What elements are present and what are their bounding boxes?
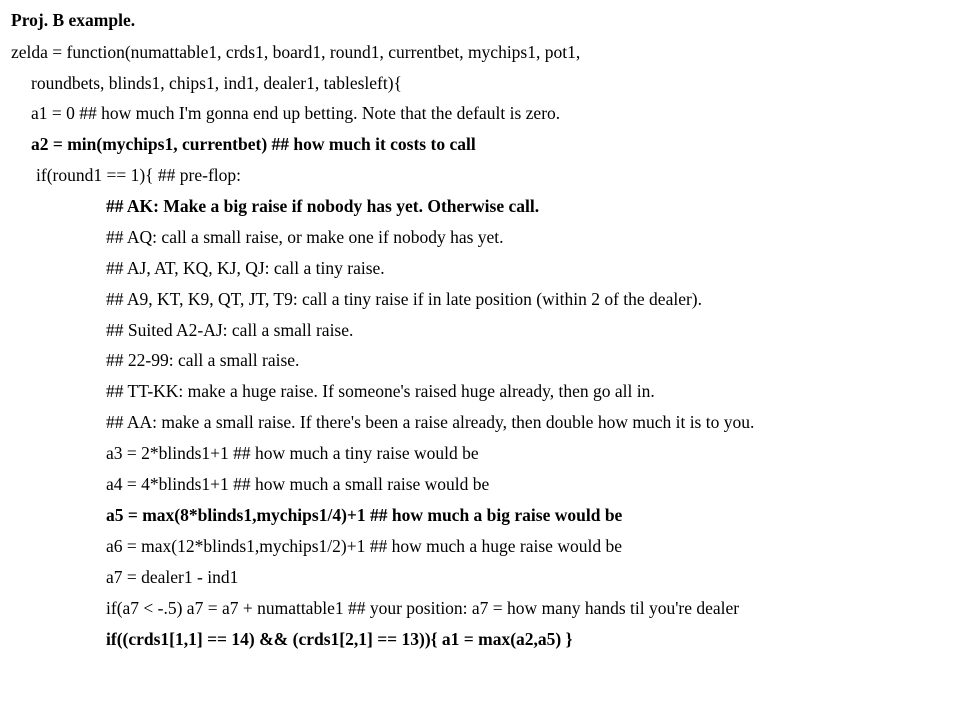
code-line-a6: a6 = max(12*blinds1,mychips1/2)+1 ## how much a huge raise would be — [106, 536, 622, 556]
code-comment-pairs-low: ## 22-99: call a small raise. — [106, 350, 300, 370]
code-line-4: a2 = min(mychips1, currentbet) ## how much it costs to call — [31, 134, 476, 154]
code-comment-a9: ## A9, KT, K9, QT, JT, T9: call a tiny raise if in late position (within 2 of the dealer). — [106, 289, 702, 309]
code-line-1: zelda = function(numattable1, crds1, board1, round1, currentbet, mychips1, pot1, — [11, 42, 581, 62]
code-line-a7: a7 = dealer1 - ind1 — [106, 567, 239, 587]
code-line-2: roundbets, blinds1, chips1, ind1, dealer1, tablesleft){ — [31, 73, 402, 93]
code-comment-aa: ## AA: make a small raise. If there's been a raise already, then double how much it is to you. — [106, 412, 755, 432]
slide-title: Proj. B example. — [11, 10, 136, 30]
code-line-a7-wrap: if(a7 < -.5) a7 = a7 + numattable1 ## your position: a7 = how many hands til you're dealer — [106, 598, 740, 618]
code-line-a5: a5 = max(8*blinds1,mychips1/4)+1 ## how much a big raise would be — [106, 505, 623, 525]
code-comment-suited: ## Suited A2-AJ: call a small raise. — [106, 320, 354, 340]
code-comment-aq: ## AQ: call a small raise, or make one if nobody has yet. — [106, 227, 504, 247]
code-line-3: a1 = 0 ## how much I'm gonna end up betting. Note that the default is zero. — [31, 103, 561, 123]
code-comment-pairs-high: ## TT-KK: make a huge raise. If someone's raised huge already, then go all in. — [106, 381, 655, 401]
code-comment-ak: ## AK: Make a big raise if nobody has yet. Otherwise call. — [106, 196, 540, 216]
code-comment-aj: ## AJ, AT, KQ, KJ, QJ: call a tiny raise. — [106, 258, 385, 278]
code-line-ak-check: if((crds1[1,1] == 14) && (crds1[2,1] == 13)){ a1 = max(a2,a5) } — [106, 629, 573, 649]
code-line-a3: a3 = 2*blinds1+1 ## how much a tiny raise would be — [106, 443, 479, 463]
code-line-5: if(round1 == 1){ ## pre-flop: — [36, 165, 242, 185]
code-line-a4: a4 = 4*blinds1+1 ## how much a small raise would be — [106, 474, 490, 494]
